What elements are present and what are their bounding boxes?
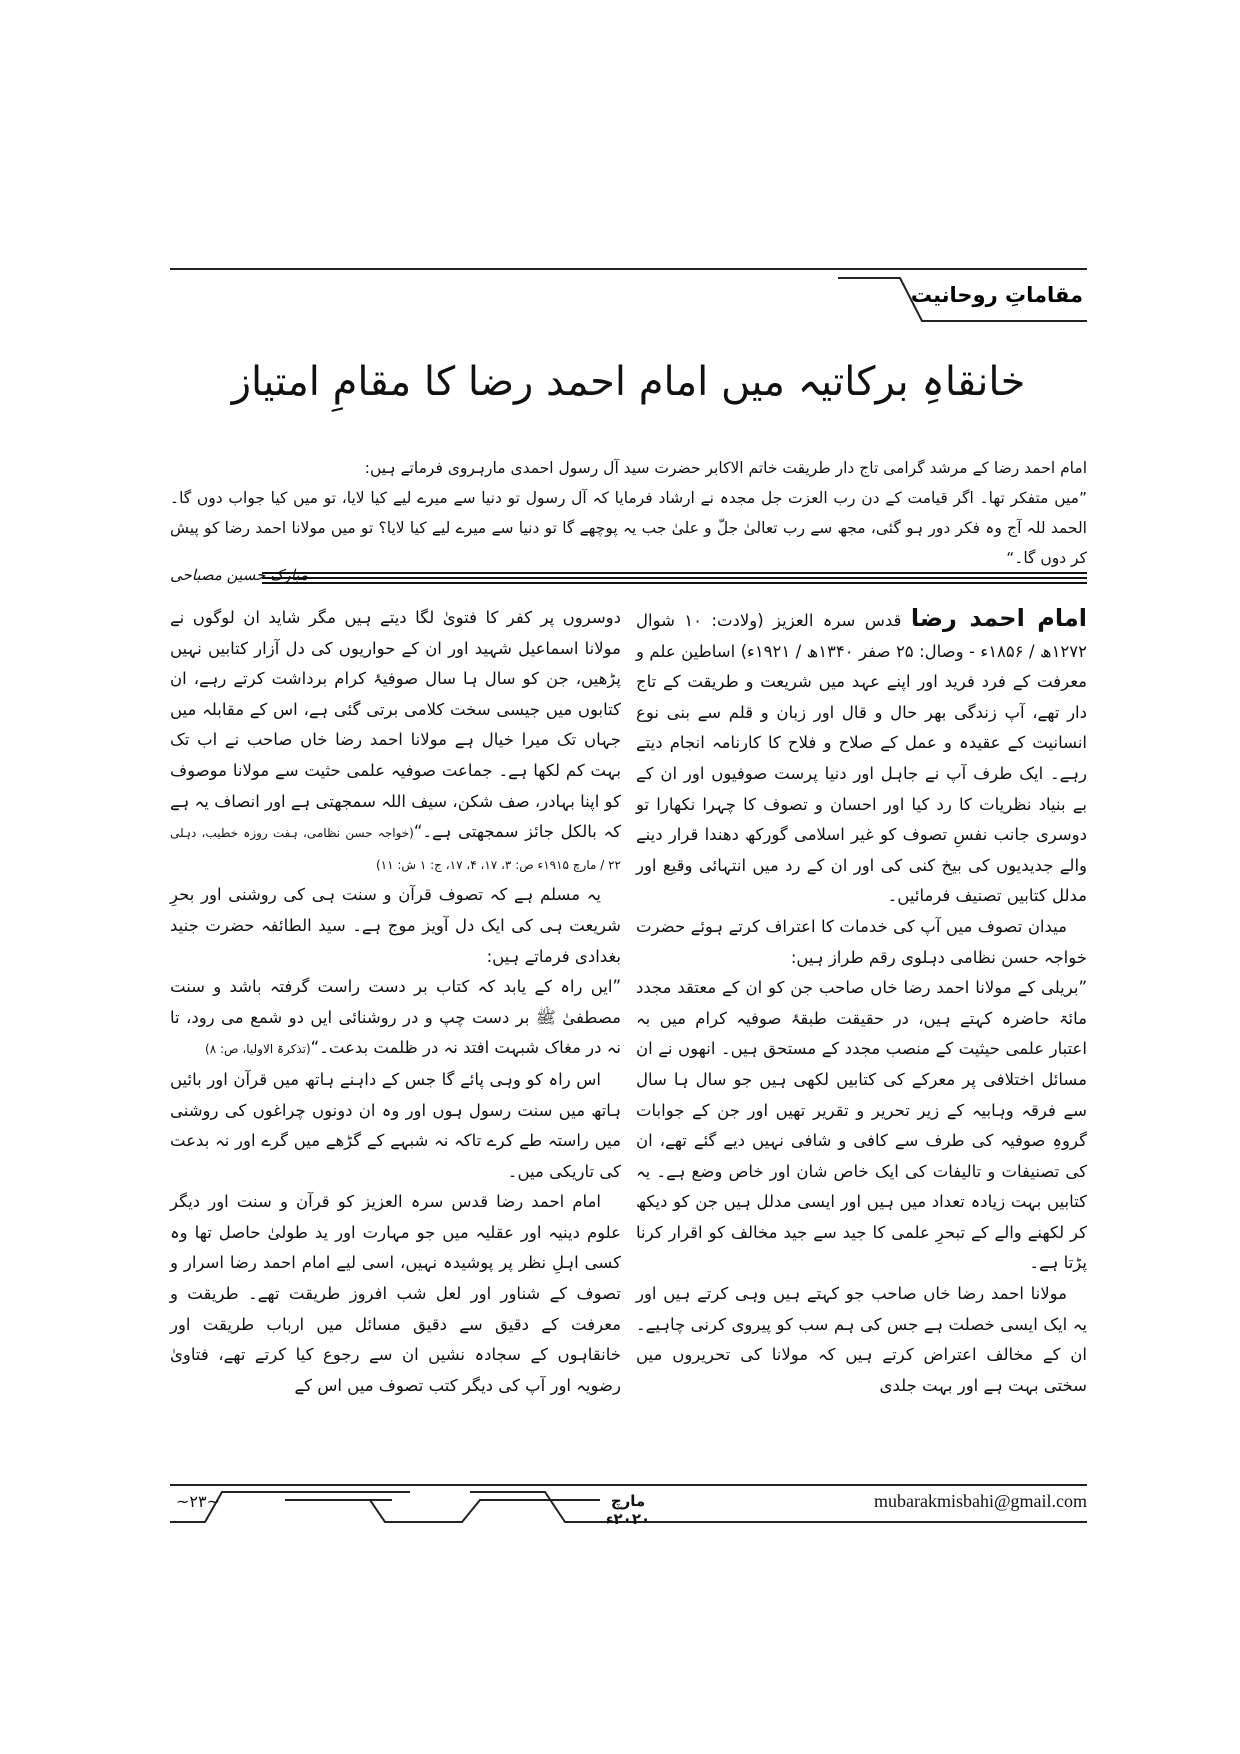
author-email[interactable]: mubarakmisbahi@gmail.com xyxy=(873,1491,1087,1511)
citation: (تذکرۃ الاولیا، ص: ۸) xyxy=(205,1042,311,1057)
paragraph: میدان تصوف میں آپ کی خدمات کا اعتراف کرتے ہوئے حضرت خواجہ حسن نظامی دہلوی رقم طراز ہیں: xyxy=(636,916,1087,967)
section-tag-box xyxy=(838,277,1087,322)
paragraph: مولانا احمد رضا خاں صاحب جو کہتے ہیں وہی کرتے ہیں اور یہ ایک ایسی خصلت ہے جس کی ہم سب کو پیروی کرنی چاہیے۔ ان کے مخالف اعتراض کرتے ہیں کہ مولانا کی تحریروں میں سختی بہت ہے اور بہت جلدی xyxy=(636,1284,1087,1395)
quote-paragraph: ”بریلی کے مولانا احمد رضا خاں صاحب جن کو ان کے معتقد مجدد مائۃ حاضرہ کہتے ہیں، در حقیقت طبقۂ صوفیہ کرام میں بہ اعتبار علمی حیثیت کے منصب مجدد کے مستحق ہیں۔ انھوں نے ان مسائل اختلافی پر معرکے کی کتابیں لکھی ہیں جو سال ہا سال سے فرقہ وہابیہ کے زیر تحریر و تقریر تھیں اور جن کے جوابات گروہِ صوفیہ کی طرف سے کافی و شافی نہیں دیے گئے تھے، ان کی تصنیفات و تالیفات کی ایک خاص شان اور خاص وضع ہے۔ یہ کتابیں بہت زیادہ تعداد میں ہیں اور ایسی مدلل ہیں جن کو دیکھ کر لکھنے والے کے تبحرِ علمی کا جید سے جید مخالف کو اقرار کرنا پڑتا ہے۔ xyxy=(636,978,1087,1273)
byline xyxy=(170,566,1087,590)
intro-quote-text: ”میں متفکر تھا۔ اگر قیامت کے دن رب العزت جل مجدہ نے ارشاد فرمایا کہ آل رسول تو دنیا سے میرے لیے کیا لایا، تو میں کیا جواب دوں گا۔ الحمد للہ آج وہ فکر دور ہو گئی، مجھ سے رب تعالیٰ جلّ و علیٰ جب یہ پوچھے گا تو دنیا سے میرے لیے کیا لایا؟ تو میں مولانا احمد رضا کو پیش کر دوں گا۔“ xyxy=(170,489,1087,567)
page-footer xyxy=(170,1484,1087,1528)
article-title: خانقاہِ برکاتیہ میں امام احمد رضا کا مقامِ امتیاز xyxy=(231,358,1026,405)
page-number: ~۲۳~ xyxy=(176,1492,220,1511)
paragraph: اس راہ کو وہی پائے گا جس کے داہنے ہاتھ میں قرآن اور بائیں ہاتھ میں سنت رسول ہوں اور وہ ان دونوں چراغوں کی روشنی میں راستہ طے کرے تاکہ نہ شبہے کے گڑھے میں گرے اور نہ بدعت کی تاریکی میں۔ xyxy=(170,1069,621,1181)
issue-date: مارچ ۲۰۲۰ء xyxy=(605,1492,651,1528)
intro-line: امام احمد رضا کے مرشد گرامی تاج دار طریقت خاتم الاکابر حضرت سید آل رسول احمدی مارہروی فرماتے ہیں: xyxy=(364,459,1087,477)
paragraph: امام احمد رضا قدس سرہ العزیز کو قرآن و سنت اور دیگر علوم دینیہ اور عقلیہ میں جو مہارت اور ید طولیٰ حاصل تھا وہ کسی اہلِ نظر پر پوشیدہ نہیں، اسی لیے امام احمد رضا اسرار و تصوف کے شناور اور لعل شب افروز طریقت تھے۔ طریقت و معرفت کے دقیق سے دقیق مسائل میں ارباب طریقت اور خانقاہوں کے سجادہ نشیں ان سے رجوع کیا کرتے تھے، فتاویٰ رضویہ اور آپ کی دیگر کتب تصوف میں اس کے xyxy=(170,1192,621,1395)
column-right xyxy=(636,603,1087,1401)
column-left xyxy=(170,603,621,1401)
intro-quote xyxy=(170,453,1087,573)
citation: (خواجہ حسن نظامی، ہفت روزہ خطیب، دہلی ۲۲ / مارچ ۱۹۱۵ء ص: ۳، ۱۷، ۴، ۱۷، ج: ۱ ش: ۱۱) xyxy=(170,826,621,872)
lead-name: امام احمد رضا xyxy=(910,604,1087,632)
author-name: مبارک حسین مصباحی xyxy=(170,566,308,584)
paragraph: امام احمد رضا قدس سرہ العزیز (ولادت: ۱۰ شوال ۱۲۷۲ھ / ۱۸۵۶ء - وصال: ۲۵ صفر ۱۳۴۰ھ / ۱۹۲۱ء) اساطین علم و معرفت کے فرد فرید اور اپنے عہد میں شریعت و طریقت کے تاج دار تھے، آپ زندگی بھر حال و قال اور زبان و قلم سے بنی نوع انسانیت کے عقیدہ و عمل کے صلاح و فلاح کا کارنامہ انجام دیتے رہے۔ ایک طرف آپ نے جاہل اور دنیا پرست صوفیوں اور ان کے بے بنیاد نظریات کا رد کیا اور احسان و تصوف کا چہرا نکھارا تو دوسری جانب نفسِ تصوف کو غیر اسلامی گورکھ دھندا قرار دینے والے جدیدیوں کی بیخ کنی کی اور ان کے رد میں انتہائی وقیع اور مدلل کتابیں تصنیف فرمائیں۔ xyxy=(636,604,1088,906)
header-rule xyxy=(170,268,1087,270)
section-tag: مقاماتِ روحانیت xyxy=(910,283,1083,307)
paragraph: دوسروں پر کفر کا فتویٰ لگا دیتے ہیں مگر شاید ان لوگوں نے مولانا اسماعیل شہید اور ان کے حواریوں کی دل آزار کتابیں نہیں پڑھیں، جن کو سال ہا سال صوفیۂ کرام برداشت کرتے رہے، ان کتابوں میں جیسی سخت کلامی برتی گئی ہے، اس کے مقابلہ میں جہاں تک میرا خیال ہے مولانا احمد رضا خاں صاحب نے اب تک بہت کم لکھا ہے۔ جماعت صوفیہ علمی حثیت سے مولانا موصوف کو اپنا بہادر، صف شکن، سیف اللہ سمجھتی ہے اور انصاف یہ ہے کہ بالکل جائز سمجھتی ہے۔“(خواجہ حسن نظامی، ہفت روزہ خطیب، دہلی ۲۲ / مارچ ۱۹۱۵ء ص: ۳، ۱۷، ۴، ۱۷، ج: ۱ ش: ۱۱) xyxy=(170,608,621,872)
paragraph: یہ مسلم ہے کہ تصوف قرآن و سنت ہی کی روشنی اور بحرِ شریعت ہی کی ایک دل آویز موج ہے۔ سید الطائفہ حضرت جنید بغدادی فرماتے ہیں: xyxy=(170,885,621,966)
byline-rules xyxy=(262,572,1087,586)
quote-paragraph: ”ایں راہ کے یابد کہ کتاب بر دست راست گرفتہ باشد و سنت مصطفیٰ ﷺ بر دست چپ و در روشنائی ایں دو شمع می رود، تا نہ در مغاک شبہت افتد نہ در ظلمت بدعت۔“(تذکرۃ الاولیا، ص: ۸) xyxy=(170,977,621,1058)
